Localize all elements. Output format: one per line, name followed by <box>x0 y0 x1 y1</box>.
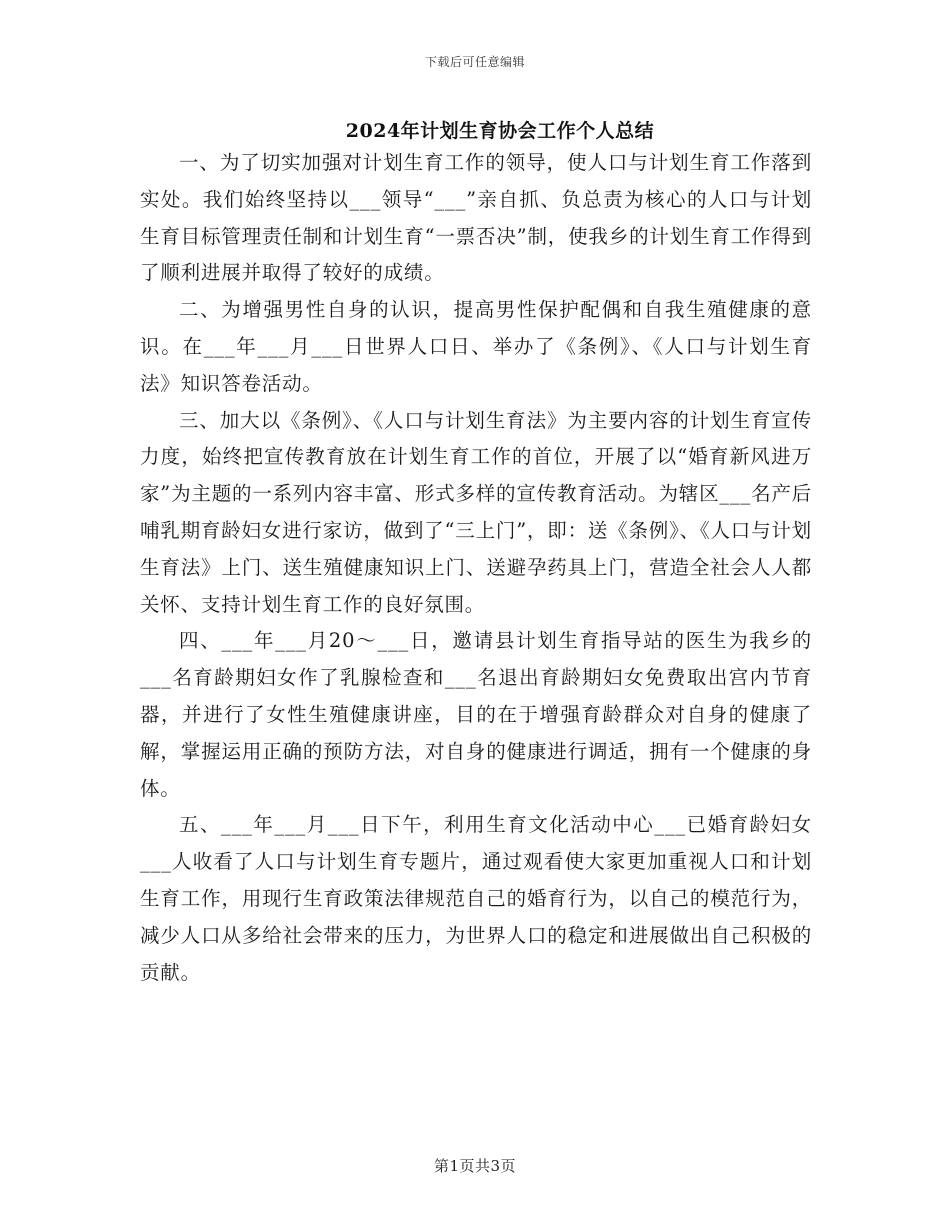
paragraph-5: 五、___年___月___日下午，利用生育文化活动中心___已婚育龄妇女___人收看了人口与计划生育专题片，通过观看使大家更加重视人口和计划生育工作，用现行生育政策法律规范自己的婚育行为，以自己的模范行为，减少人口从多给社会带来的压力，为世界人口的稳定和进展做出自己积极的贡献。 <box>140 813 812 984</box>
document-body <box>140 145 812 991</box>
page-indicator: 第1页共3页 <box>433 1157 517 1175</box>
paragraph-1: 一、为了切实加强对计划生育工作的领导，使人口与计划生育工作落到实处。我们始终坚持以___领导“___”亲自抓、负总责为核心的人口与计划生育目标管理责任制和计划生育“一票否决”制，使我乡的计划生育工作得到了顺利进展并取得了较好的成绩。 <box>140 151 812 285</box>
paragraph-2: 二、为增强男性自身的认识，提高男性保护配偶和自我生殖健康的意识。在___年___月___日世界人口日、举办了《条例》、《人口与计划生育法》知识答卷活动。 <box>140 298 812 395</box>
document-title: 2024年计划生育协会工作个人总结 <box>345 120 655 142</box>
paragraph-4: 四、___年___月20～___日，邀请县计划生育指导站的医生为我乡的___名育龄期妇女作了乳腺检查和___名退出育龄期妇女免费取出宫内节育器，并进行了女性生殖健康讲座，目的在于增强育龄群众对自身的健康了解，掌握运用正确的预防方法，对自身的健康进行调适，拥有一个健康的身体。 <box>140 629 812 800</box>
paragraph-3: 三、加大以《条例》、《人口与计划生育法》为主要内容的计划生育宣传力度，始终把宣传教育放在计划生育工作的首位，开展了以“婚育新风进万家”为主题的一系列内容丰富、形式多样的宣传教育活动。为辖区___名产后哺乳期育龄妇女进行家访，做到了“三上门”，即：送《条例》、《人口与计划生育法》上门、送生殖健康知识上门、送避孕药具上门，营造全社会人人都关怀、支持计划生育工作的良好氛围。 <box>140 408 812 616</box>
header-note: 下载后可任意编辑 <box>424 55 525 69</box>
